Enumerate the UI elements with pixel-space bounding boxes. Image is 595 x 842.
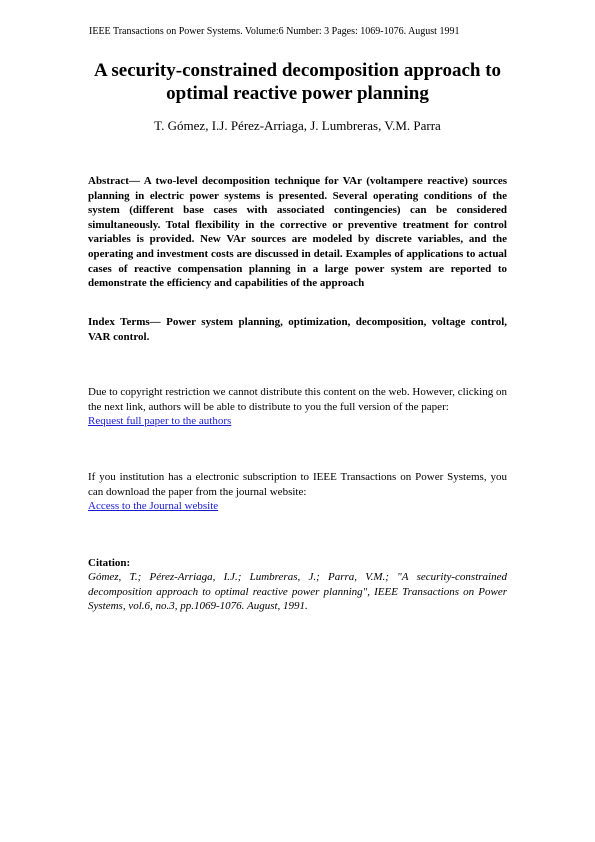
paper-title-line-2: optimal reactive power planning: [166, 83, 429, 104]
paper-title-line-1: A security-constrained decomposition approach to: [93, 60, 502, 81]
request-paper-link[interactable]: Request full paper to the authors: [88, 415, 232, 428]
citation-heading: Citation:: [88, 557, 131, 569]
copyright-text: Due to copyright restriction we cannot distribute this content on the web. However, clicking on the next link, authors will be able to distribute to you the full version of the paper:: [88, 386, 507, 413]
paper-abstract: Abstract— A two-level decomposition technique for VAr (voltampere reactive) sources planning in electric power systems is presented. Several operating conditions of the system (different base cases with associated contingencies) can be considered simultaneously. Total flexibility in the corrective or preventive treatment for control variables is provided. New VAr sources are modeled by discrete variables, and the operating and investment costs are discussed in detail. Examples of applications to actual cases of reactive compensation planning in a large power system are reported to demonstrate the efficiency and capabilities of the approach: [88, 175, 507, 290]
copyright-notice: [88, 385, 507, 429]
journal-website-link[interactable]: Access to the Journal website: [88, 500, 219, 513]
index-terms: Index Terms— Power system planning, optimization, decomposition, voltage control, VAR control.: [88, 316, 507, 343]
paper-title: [60, 59, 535, 105]
subscription-text: If you institution has a electronic subscription to IEEE Transactions on Power Systems, you can download the paper from the journal website:: [88, 471, 507, 498]
subscription-notice: [88, 470, 507, 514]
paper-authors: T. Gómez, I.J. Pérez-Arriaga, J. Lumbreras, V.M. Parra: [154, 118, 441, 133]
citation-text: Gómez, T.; Pérez-Arriaga, I.J.; Lumbreras, J.; Parra, V.M.; "A security-constrained decomposition approach to optimal reactive power planning", IEEE Transactions on Power Systems, vol.6, no.3, pp.1069-1076. August, 1991.: [88, 571, 507, 613]
journal-header: IEEE Transactions on Power Systems. Volume:6 Number: 3 Pages: 1069-1076. August 1991: [89, 26, 460, 37]
